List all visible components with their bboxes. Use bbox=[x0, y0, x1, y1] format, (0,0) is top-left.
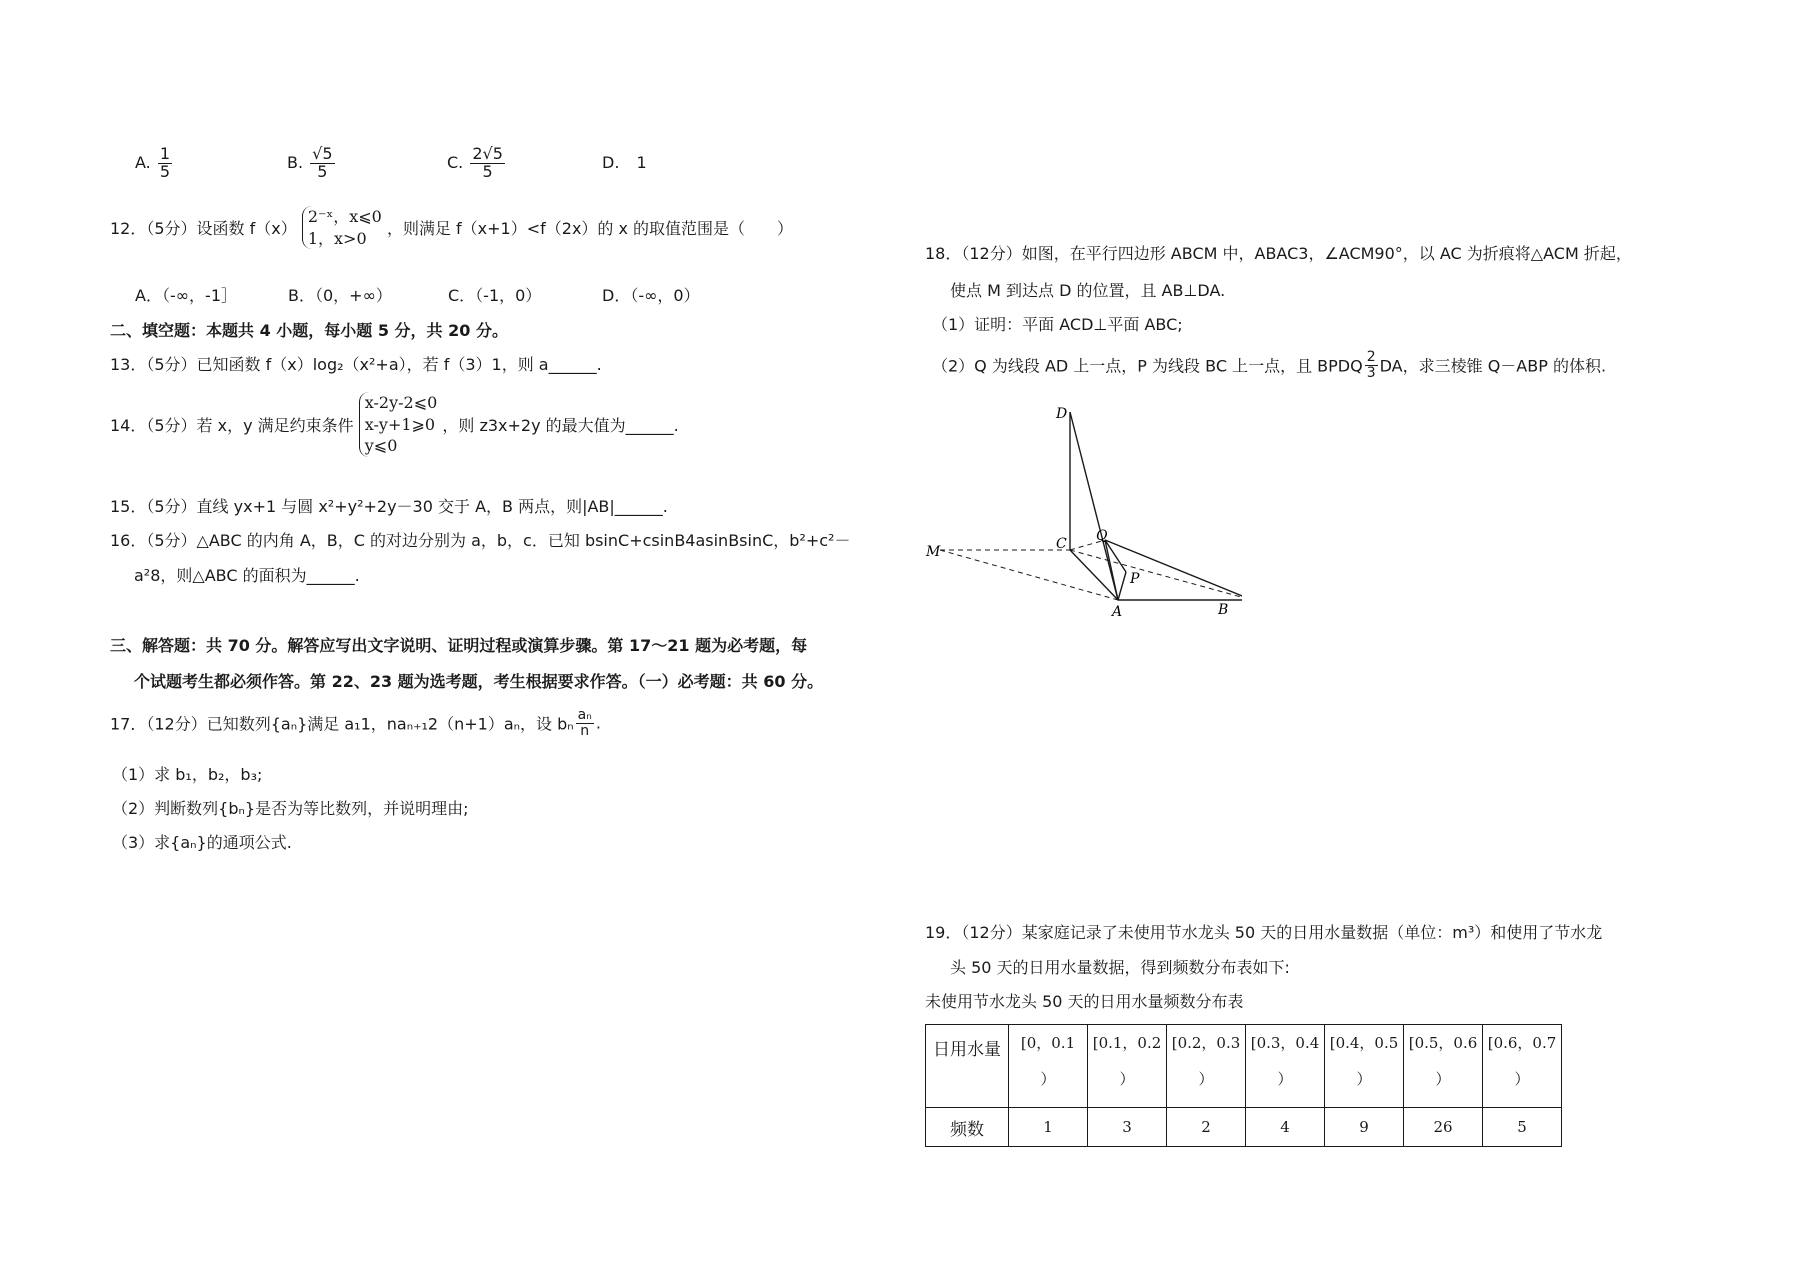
numerator: √5 bbox=[312, 144, 333, 163]
interval-bottom: ） bbox=[1277, 1070, 1293, 1088]
interval-top: [0，0.1 bbox=[1020, 1034, 1076, 1052]
interval-cell bbox=[1009, 1025, 1088, 1108]
row-header-water-usage: 日用水量 bbox=[926, 1025, 1009, 1108]
denominator: 5 bbox=[317, 161, 328, 181]
interval-cell bbox=[1483, 1025, 1562, 1108]
q11-option-b bbox=[287, 146, 337, 181]
row-header-frequency: 频数 bbox=[926, 1108, 1009, 1147]
q12-option-b: B．（0，+∞） bbox=[288, 286, 392, 305]
count-cell: 5 bbox=[1483, 1108, 1562, 1147]
interval-top: [0.5，0.6 bbox=[1408, 1034, 1478, 1052]
interval-bottom: ） bbox=[1514, 1070, 1530, 1088]
fraction bbox=[576, 708, 594, 738]
count-cell: 1 bbox=[1009, 1108, 1088, 1147]
count-cell: 3 bbox=[1088, 1108, 1167, 1147]
option-value: 1 bbox=[636, 153, 647, 172]
edge-CA bbox=[1070, 550, 1118, 600]
q19-line-2: 头 50 天的日用水量数据，得到频数分布表如下: bbox=[950, 958, 1290, 977]
constraint-brace bbox=[359, 392, 438, 457]
count-cell: 4 bbox=[1246, 1108, 1325, 1147]
q18-part-1: （1）证明：平面 ACD⊥平面 ABC; bbox=[932, 315, 1183, 334]
q11-option-d bbox=[602, 153, 647, 172]
q17-part-1: （1）求 b₁，b₂，b₃; bbox=[112, 765, 263, 784]
q14-stem bbox=[110, 392, 679, 457]
interval-bottom: ） bbox=[1198, 1070, 1214, 1088]
label-Q: Q bbox=[1096, 528, 1108, 544]
piecewise-case-1: 2⁻ˣ，x⩽0 bbox=[307, 207, 382, 226]
edge-QB bbox=[1105, 540, 1242, 600]
interval-bottom: ） bbox=[1435, 1070, 1451, 1088]
numerator: 2 bbox=[1366, 349, 1376, 365]
constraint-2: x-y+1⩾0 bbox=[364, 414, 436, 434]
label-B: B bbox=[1218, 602, 1229, 618]
count-cell: 2 bbox=[1167, 1108, 1246, 1147]
piecewise-brace bbox=[302, 206, 382, 249]
q12-option-c: C．（-1，0） bbox=[448, 286, 542, 305]
section2-title: 二、填空题：本题共 4 小题，每小题 5 分，共 20 分。 bbox=[110, 321, 508, 340]
q18-part-2 bbox=[932, 350, 1606, 380]
q18-line-1: 18．（12分）如图，在平行四边形 ABCM 中，ABAC3，∠ACM90°，以 AC 为折痕将△ACM 折起， bbox=[925, 244, 1632, 263]
q12-stem bbox=[110, 206, 793, 249]
q17-suffix: . bbox=[595, 713, 601, 733]
interval-top: [0.4，0.5 bbox=[1329, 1034, 1399, 1052]
table-row-counts bbox=[926, 1108, 1562, 1147]
frequency-table bbox=[925, 1024, 1562, 1147]
dashed-CB bbox=[1070, 550, 1242, 600]
denominator: 5 bbox=[482, 161, 493, 181]
q12-option-a: A．（-∞，-1］ bbox=[135, 286, 238, 305]
q15: 15．（5分）直线 yx+1 与圆 x²+y²+2y－30 交于 A，B 两点，则|AB|______. bbox=[110, 497, 668, 516]
q13: 13．（5分）已知函数 f（x）log₂（x²+a），若 f（3）1，则 a______. bbox=[110, 355, 602, 374]
q17-stem bbox=[110, 708, 601, 738]
option-label: C. bbox=[447, 152, 464, 172]
q12-prefix: 12．（5分）设函数 f（x） bbox=[110, 219, 297, 239]
interval-bottom: ） bbox=[1356, 1070, 1372, 1088]
interval-top: [0.2，0.3 bbox=[1171, 1034, 1241, 1052]
fraction bbox=[158, 146, 172, 181]
option-label: D. bbox=[602, 153, 620, 172]
q19-table-title: 未使用节水龙头 50 天的日用水量频数分布表 bbox=[925, 992, 1244, 1011]
q17-part-3: （3）求{aₙ}的通项公式. bbox=[112, 833, 292, 852]
denominator: 5 bbox=[159, 161, 171, 181]
table-row-intervals bbox=[926, 1025, 1562, 1108]
interval-cell bbox=[1246, 1025, 1325, 1108]
fraction bbox=[1365, 350, 1378, 380]
q14-prefix: 14．（5分）若 x，y 满足约束条件 bbox=[110, 415, 354, 435]
label-C: C bbox=[1056, 536, 1067, 552]
q18-geometry-figure bbox=[922, 400, 1242, 630]
interval-cell bbox=[1404, 1025, 1483, 1108]
section3-line-1: 三、解答题：共 70 分。解答应写出文字说明、证明过程或演算步骤。第 17～21 题为必考题，每 bbox=[110, 636, 808, 655]
option-label: B. bbox=[287, 152, 304, 172]
q16-line-1: 16．（5分）△ABC 的内角 A，B，C 的对边分别为 a，b，c．已知 bsinC+csinB4asinBsinC，b²+c²－ bbox=[110, 531, 851, 550]
interval-top: [0.6，0.7 bbox=[1487, 1034, 1557, 1052]
label-D: D bbox=[1056, 406, 1068, 422]
label-M: M bbox=[926, 544, 941, 560]
fraction bbox=[470, 146, 505, 181]
denominator: n bbox=[580, 722, 590, 739]
interval-cell bbox=[1088, 1025, 1167, 1108]
numerator: aₙ bbox=[577, 707, 592, 723]
edge-PA bbox=[1118, 572, 1126, 600]
denominator: 3 bbox=[1366, 364, 1376, 381]
constraint-3: y⩽0 bbox=[364, 436, 398, 456]
dashed-MA bbox=[940, 550, 1118, 600]
q17-prefix: 17．（12分）已知数列{aₙ}满足 a₁1，naₙ₊₁2（n+1）aₙ，设 bₙ bbox=[110, 714, 574, 734]
q18-part-2-suffix: DA，求三棱锥 Q－ABP 的体积. bbox=[1379, 356, 1607, 376]
section3-line-2: 个试题考生都必须作答。第 22、23 题为选考题，考生根据要求作答。（一）必考题：共 60 分。 bbox=[134, 672, 824, 691]
q19-line-1: 19．（12分）某家庭记录了未使用节水龙头 50 天的日用水量数据（单位：m³）和使用了节水龙 bbox=[925, 923, 1603, 942]
q18-line-2: 使点 M 到达点 D 的位置，且 AB⊥DA. bbox=[950, 281, 1226, 300]
constraint-1: x-2y-2⩽0 bbox=[364, 393, 438, 412]
interval-bottom: ） bbox=[1119, 1070, 1135, 1088]
label-A: A bbox=[1112, 604, 1123, 620]
q11-option-a bbox=[135, 146, 174, 181]
option-label: A. bbox=[135, 152, 151, 172]
numerator: 1 bbox=[159, 144, 171, 163]
label-P: P bbox=[1130, 571, 1140, 587]
count-cell: 26 bbox=[1404, 1108, 1483, 1147]
q16-line-2: a²8，则△ABC 的面积为______. bbox=[134, 566, 360, 585]
interval-bottom: ） bbox=[1040, 1070, 1056, 1088]
fraction bbox=[310, 146, 334, 181]
interval-cell bbox=[1325, 1025, 1404, 1108]
q12-option-d: D．（-∞，0） bbox=[602, 286, 700, 305]
q17-part-2: （2）判断数列{bₙ}是否为等比数列，并说明理由; bbox=[112, 799, 469, 818]
interval-cell bbox=[1167, 1025, 1246, 1108]
q11-option-c bbox=[447, 146, 507, 181]
piecewise-case-2: 1，x>0 bbox=[307, 228, 367, 248]
q18-part-2-prefix: （2）Q 为线段 AD 上一点，P 为线段 BC 上一点，且 BPDQ bbox=[932, 356, 1363, 376]
numerator: 2√5 bbox=[472, 144, 503, 163]
edge-DA bbox=[1070, 412, 1118, 600]
q12-suffix: ，则满足 f（x+1）<f（2x）的 x 的取值范围是（ ） bbox=[386, 219, 794, 239]
interval-top: [0.3，0.4 bbox=[1250, 1034, 1320, 1052]
count-cell: 9 bbox=[1325, 1108, 1404, 1147]
interval-top: [0.1，0.2 bbox=[1092, 1034, 1162, 1052]
q14-suffix: ，则 z3x+2y 的最大值为______. bbox=[442, 415, 679, 435]
